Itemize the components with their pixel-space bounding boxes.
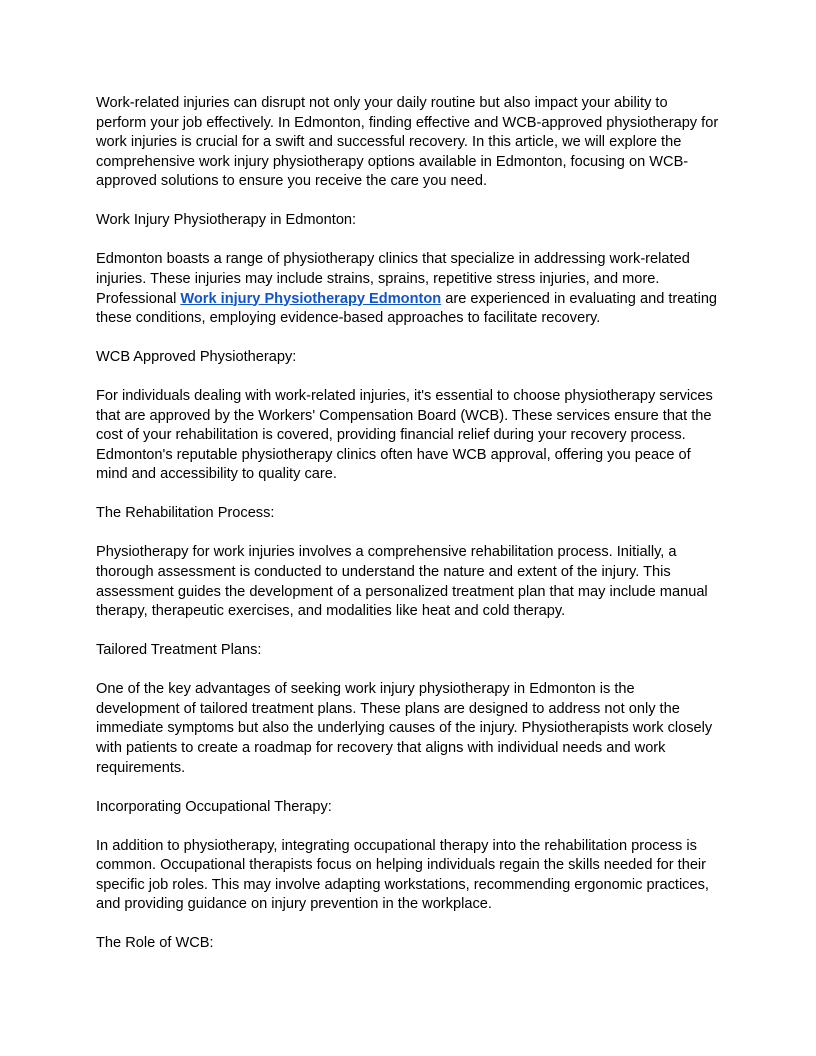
section-heading-occupational-therapy: Incorporating Occupational Therapy: xyxy=(96,798,332,815)
section-body-occupational-therapy: In addition to physiotherapy, integrating occupational therapy into the rehabilitation process is common. Occupational therapists focus on helping individuals regain the skills needed for their specific job roles. This may involve adapting workstations, recommending ergonomic practices, and providing guidance on injury prevention in the workplace. xyxy=(96,837,709,913)
section-heading-work-injury: Work Injury Physiotherapy in Edmonton: xyxy=(96,212,357,229)
section-heading-tailored-plans: Tailored Treatment Plans: xyxy=(96,642,262,659)
work-injury-physiotherapy-link[interactable]: Work injury Physiotherapy Edmonton xyxy=(180,290,442,307)
section-body-tailored-plans: One of the key advantages of seeking work injury physiotherapy in Edmonton is the development of tailored treatment plans. These plans are designed to address not only the immediate symptoms but also the underlying causes of the injury. Physiotherapists work closely with patients to create a roadmap for recovery that aligns with individual needs and work requirements. xyxy=(96,681,713,776)
body-text-before-link: Edmonton boasts a range of physiotherapy clinics that specialize in addressing work-related injuries. These injuries may include strains, sprains, repetitive stress injuries, and more. Professional xyxy=(96,251,690,307)
section-heading-role-of-wcb: The Role of WCB: xyxy=(96,935,214,952)
section-body-wcb-approved: For individuals dealing with work-related injuries, it's essential to choose physiotherapy services that are approved by the Workers' Compensation Board (WCB). These services ensure that the cost of your rehabilitation is covered, providing financial relief during your recovery process. Edmonton's reputable physiotherapy clinics often have WCB approval, offering you peace of mind and accessibility to quality care. xyxy=(96,388,713,483)
section-heading-wcb-approved: WCB Approved Physiotherapy: xyxy=(96,349,297,366)
section-heading-rehabilitation: The Rehabilitation Process: xyxy=(96,505,275,522)
intro-paragraph: Work-related injuries can disrupt not only your daily routine but also impact your ability to perform your job effectively. In Edmonton, finding effective and WCB-approved physiotherapy for work injuries is crucial for a swift and successful recovery. In this article, we will explore the comprehensive work injury physiotherapy options available in Edmonton, focusing on WCB-approved solutions to ensure you receive the care you need. xyxy=(96,95,719,190)
section-body-work-injury xyxy=(96,250,720,328)
section-body-rehabilitation: Physiotherapy for work injuries involves a comprehensive rehabilitation process. Initially, a thorough assessment is conducted to understand the nature and extent of the injury. This assessment guides the development of a personalized treatment plan that may include manual therapy, therapeutic exercises, and modalities like heat and cold therapy. xyxy=(96,544,708,620)
body-text-after-link: are experienced in evaluating and treating these conditions, employing evidence-based approaches to facilitate recovery. xyxy=(96,290,718,327)
document-page xyxy=(96,94,720,973)
